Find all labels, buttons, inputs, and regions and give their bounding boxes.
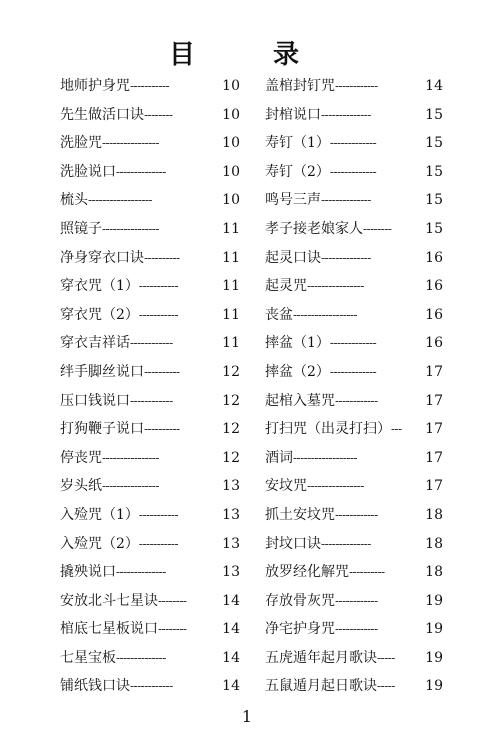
toc-entry [265, 534, 443, 563]
toc-entry-title: 七星宝板 [60, 649, 116, 666]
toc-entry-title: 丧盆 [265, 306, 293, 323]
toc-entry [60, 619, 240, 648]
toc-entry-leader: ---------- [349, 565, 385, 580]
toc-entry-leader: ---------------- [307, 479, 364, 494]
toc-entry-page: 11 [222, 220, 240, 237]
toc-entry-leader: ----------- [138, 307, 179, 322]
toc-entry-leader: ------------- [329, 164, 377, 179]
toc-entry-title: 寿钉（1） [265, 135, 330, 152]
toc-entry-leader: ---------- [144, 250, 180, 265]
toc-entry [265, 505, 443, 534]
toc-entry-title: 撬殃说口 [60, 564, 116, 581]
toc-entry-title: 摔盆（2） [265, 363, 330, 380]
toc-entry [265, 276, 443, 305]
toc-entry-page: 15 [425, 220, 443, 237]
toc-entry-leader: ------------------ [293, 307, 357, 322]
toc-entry-title: 穿衣咒（1） [60, 278, 139, 295]
toc-entry-page: 15 [425, 106, 443, 123]
toc-entry-leader: ----- [377, 679, 395, 694]
toc-entry-page: 10 [222, 106, 240, 123]
toc-entry-leader: ----- [377, 650, 395, 665]
toc-entry [265, 162, 443, 191]
toc-entry-page: 19 [425, 621, 443, 638]
toc-entry-title: 打扫咒（出灵打扫） [265, 421, 391, 438]
toc-entry-page: 17 [425, 449, 443, 466]
toc-entry [265, 591, 443, 620]
toc-entry [60, 276, 240, 305]
toc-entry [265, 362, 443, 391]
toc-entry [265, 419, 443, 448]
toc-entry-page: 14 [222, 678, 240, 695]
toc-entry-title: 先生做活口诀 [60, 106, 144, 123]
toc-entry-title: 岁头纸 [60, 478, 102, 495]
toc-entry-leader: ---------------- [102, 221, 159, 236]
toc-entry-leader: -------------- [321, 193, 371, 208]
toc-entry-page: 18 [425, 564, 443, 581]
toc-entry-title: 五虎遁年起月歌诀 [265, 649, 377, 666]
toc-entry-page: 16 [425, 306, 443, 323]
toc-entry-title: 停丧咒 [60, 449, 102, 466]
toc-entry-page: 14 [222, 621, 240, 638]
toc-entry-title: 摔盆（1） [265, 335, 330, 352]
toc-entry-title: 梳头 [60, 192, 88, 209]
toc-entry-leader: -------- [144, 107, 173, 122]
toc-entry [60, 133, 240, 162]
toc-entry-title: 照镜子 [60, 220, 102, 237]
toc-entry [265, 562, 443, 591]
toc-entry-title: 净宅护身咒 [265, 621, 335, 638]
toc-entry-title: 盖棺封钉咒 [265, 78, 335, 94]
toc-entry-title: 净身穿衣口诀 [60, 249, 144, 266]
toc-entry-leader: -------- [158, 593, 187, 608]
toc-entry-leader: ------------ [335, 507, 378, 522]
toc-entry-title: 绊手脚丝说口 [60, 363, 144, 380]
toc-entry-leader: -------- [158, 622, 187, 637]
toc-entry [60, 534, 240, 563]
toc-entry [60, 248, 240, 277]
toc-entry-leader: -------------- [116, 565, 166, 580]
toc-entry-page: 19 [425, 592, 443, 609]
toc-entry-leader: --- [391, 422, 402, 437]
toc-entry-title: 存放骨灰咒 [265, 592, 335, 609]
toc-entry-leader: ---------------- [102, 450, 159, 465]
toc-entry [60, 648, 240, 677]
toc-entry-leader: ------------ [130, 336, 173, 351]
toc-entry-title: 酒词 [265, 449, 293, 466]
toc-entry [265, 391, 443, 420]
toc-entry [265, 676, 443, 705]
toc-entry-title: 打狗鞭子说口 [60, 421, 144, 438]
toc-entry-title: 棺底七星板说口 [60, 621, 158, 638]
toc-entry-page: 11 [222, 278, 240, 295]
toc-entry-title: 放罗经化解咒 [265, 564, 349, 581]
toc-entry-title: 安坟咒 [265, 478, 307, 495]
toc-entry-leader: ----------- [138, 279, 179, 294]
toc-entry-page: 12 [222, 421, 240, 438]
toc-entry-page: 16 [425, 278, 443, 295]
toc-entry [60, 219, 240, 248]
toc-entry-page: 10 [222, 192, 240, 209]
toc-entry-page: 10 [222, 78, 240, 94]
toc-entry-page: 18 [425, 506, 443, 523]
toc-entry-title: 压口钱说口 [60, 392, 130, 409]
toc-entry-page: 14 [425, 78, 443, 94]
toc-entry-page: 14 [222, 649, 240, 666]
toc-entry [265, 476, 443, 505]
toc-entry [60, 333, 240, 362]
toc-entry [60, 505, 240, 534]
toc-entry [265, 105, 443, 134]
toc-entry-title: 起灵口诀 [265, 249, 321, 266]
toc-right-column [265, 76, 443, 705]
toc-entry-page: 11 [222, 306, 240, 323]
toc-entry-leader: -------------- [116, 650, 166, 665]
toc-entry-page: 12 [222, 392, 240, 409]
toc-entry-leader: ---------------- [102, 136, 159, 151]
toc-entry-title: 洗脸咒 [60, 135, 102, 152]
toc-entry-title: 鸣号三声 [265, 192, 321, 209]
toc-entry-page: 19 [425, 649, 443, 666]
toc-entry-page: 17 [425, 421, 443, 438]
toc-entry-page: 11 [222, 249, 240, 266]
toc-entry [265, 448, 443, 477]
toc-entry-leader: ------------ [335, 593, 378, 608]
toc-entry [265, 76, 443, 105]
toc-entry-title: 安放北斗七星诀 [60, 592, 158, 609]
toc-entry-leader: ---------- [144, 422, 180, 437]
toc-entry-page: 13 [222, 506, 240, 523]
toc-entry-leader: -------- [363, 221, 392, 236]
toc-entry [265, 619, 443, 648]
toc-entry-title: 孝子接老娘家人 [265, 220, 363, 237]
toc-entry-page: 16 [425, 249, 443, 266]
toc-entry-title: 穿衣咒（2） [60, 306, 139, 323]
toc-entry-page: 15 [425, 135, 443, 152]
toc-entry-page: 11 [222, 335, 240, 352]
toc-entry [265, 648, 443, 677]
toc-entry-title: 铺纸钱口诀 [60, 678, 130, 695]
toc-entry-page: 13 [222, 564, 240, 581]
toc-entry-title: 五鼠遁月起日歌诀 [265, 678, 377, 695]
toc-entry [60, 305, 240, 334]
toc-entry-title: 地师护身咒 [60, 78, 130, 94]
toc-entry-leader: ------------- [329, 336, 377, 351]
toc-entry [60, 448, 240, 477]
toc-entry-leader: -------------- [321, 107, 371, 122]
toc-entry-page: 10 [222, 135, 240, 152]
toc-entry-title: 封坟口诀 [265, 535, 321, 552]
toc-entry-leader: ---------------- [102, 479, 159, 494]
toc-entry [265, 133, 443, 162]
toc-entry-page: 10 [222, 163, 240, 180]
toc-entry-leader: ------------------ [88, 193, 152, 208]
toc-entry-page: 19 [425, 678, 443, 695]
toc-entry-page: 17 [425, 392, 443, 409]
toc-entry-title: 入殓咒（1） [60, 506, 139, 523]
toc-entry-page: 15 [425, 163, 443, 180]
toc-entry-leader: ------------ [335, 622, 378, 637]
toc-entry-page: 14 [222, 592, 240, 609]
toc-entry-leader: ------------------ [293, 450, 357, 465]
toc-entry-leader: ------------ [335, 393, 378, 408]
toc-entry [60, 419, 240, 448]
toc-entry-page: 15 [425, 192, 443, 209]
toc-entry [60, 190, 240, 219]
toc-entry [265, 248, 443, 277]
toc-entry-title: 抓土安坟咒 [265, 506, 335, 523]
toc-entry [265, 305, 443, 334]
toc-entry-page: 13 [222, 478, 240, 495]
toc-entry [60, 676, 240, 705]
toc-entry-page: 12 [222, 449, 240, 466]
toc-entry [60, 562, 240, 591]
toc-entry-leader: ------------ [130, 679, 173, 694]
toc-entry-title: 起灵咒 [265, 278, 307, 295]
toc-entry-leader: ------------ [335, 79, 378, 93]
toc-entry [265, 333, 443, 362]
toc-entry [60, 362, 240, 391]
toc-entry-title: 洗脸说口 [60, 163, 116, 180]
toc-entry-leader: -------------- [321, 536, 371, 551]
toc-entry-page: 17 [425, 478, 443, 495]
toc-entry-leader: ----------- [138, 507, 179, 522]
toc-entry [60, 162, 240, 191]
toc-entry [60, 76, 240, 105]
toc-entry-leader: ---------------- [307, 279, 364, 294]
toc-entry [60, 105, 240, 134]
toc-entry [60, 476, 240, 505]
toc-entry-title: 封棺说口 [265, 106, 321, 123]
toc-entry-leader: ----------- [138, 536, 179, 551]
toc-entry-page: 17 [425, 363, 443, 380]
toc-entry-title: 起棺入墓咒 [265, 392, 335, 409]
toc-entry-leader: ---------- [144, 364, 180, 379]
toc-entry [60, 591, 240, 620]
toc-entry-leader: ------------ [130, 393, 173, 408]
toc-entry-leader: -------------- [321, 250, 371, 265]
page-title: 目 录 [168, 40, 325, 70]
toc-entry-page: 18 [425, 535, 443, 552]
toc-entry-page: 12 [222, 363, 240, 380]
toc-entry-leader: ----------- [130, 79, 170, 93]
toc-entry-title: 穿衣吉祥话 [60, 335, 130, 352]
toc-entry-leader: ------------- [329, 136, 377, 151]
toc-entry-leader: ------------- [329, 364, 377, 379]
toc-entry [265, 190, 443, 219]
toc-entry [265, 219, 443, 248]
page-number: 1 [241, 707, 253, 726]
toc-entry-title: 入殓咒（2） [60, 535, 139, 552]
toc-entry-page: 13 [222, 535, 240, 552]
toc-entry-leader: -------------- [116, 164, 166, 179]
toc-entry-page: 16 [425, 335, 443, 352]
toc-left-column [60, 76, 240, 705]
toc-entry [60, 391, 240, 420]
toc-entry-title: 寿钉（2） [265, 163, 330, 180]
